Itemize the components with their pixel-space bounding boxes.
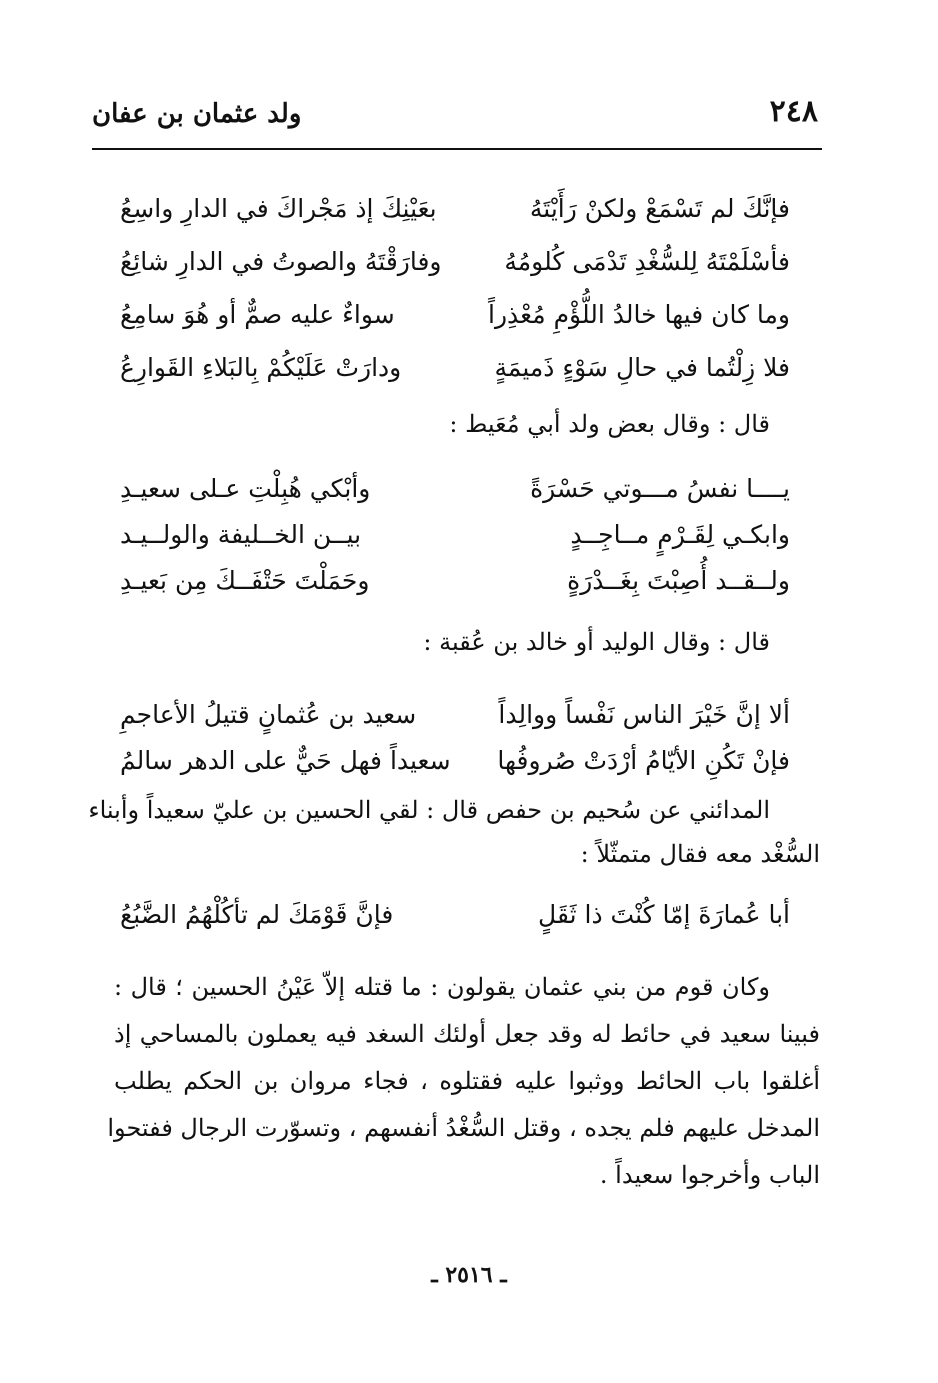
paragraph-line: فبينا سعيد في حائط له وقد جعل أولئك السغد فيه يعملون بالمساحي إذ [114,1020,820,1048]
paragraph-line: المدخل عليهم فلم يجده ، وقتل السُّغْدُ أنفسهم ، وتسوّرت الرجال ففتحوا [107,1114,820,1142]
verse-second-hemistich: وفارَقْتَهُ والصوتُ في الدارِ شائِعُ [120,247,442,276]
verse [120,184,790,237]
verse-first-hemistich: فلا زِلْتُما في حالِ سَوْءٍ ذَميمَةٍ [494,353,790,382]
verse [120,890,790,943]
page-header [92,92,818,138]
verse-second-hemistich: سعيداً فهل حَيٌّ على الدهر سالمُ [120,746,451,775]
verse [120,736,790,782]
verse-second-hemistich: ودارَتْ عَلَيْكُمْ بِالبَلاءِ القَوارِعُ [120,353,402,382]
verse-second-hemistich: بيــن الخــليفة والولــيـد [120,520,362,549]
poem-block-2 [120,464,790,602]
verse-second-hemistich: سعيد بن عُثمانٍ قتيلُ الأعاجمِ [120,700,417,729]
verse-second-hemistich: سواءٌ عليه صمٌّ أو هُوَ سامِعُ [120,300,395,329]
verse [120,343,790,396]
verse [120,290,790,343]
verse [120,510,790,556]
poem-introduction: قال : وقال الوليد أو خالد بن عُقبة : [423,628,770,656]
verse [120,556,790,602]
verse-first-hemistich: فأسْلَمْتَهُ لِلسُّغْدِ تَدْمَى كُلومُهُ [504,247,790,276]
verse-second-hemistich: فإنَّ قَوْمَكَ لم تأكُلْهُمُ الضَّبُعُ [120,900,394,929]
header-rule [92,148,822,150]
verse-first-hemistich: وما كان فيها خالدُ اللُّؤْمِ مُعْذِراً [488,300,790,329]
verse-second-hemistich: بعَيْنِكَ إذ مَجْراكَ في الدارِ واسِعُ [120,194,437,223]
poem-block-4 [120,890,790,943]
prose-line: السُّغْد معه فقال متمثّلاً : [580,840,820,868]
verse-first-hemistich: يــــا نفسُ مـــوتي حَسْرَةً [530,474,790,503]
poem-block-3 [120,690,790,782]
page-footer-folio: ـ ٢٥١٦ ـ [431,1262,507,1288]
page-number: ٢٤٨ [769,94,818,129]
poem-block-1 [120,184,790,396]
verse [120,464,790,510]
verse-first-hemistich: فإنَّكَ لم تَسْمَعْ ولكنْ رَأَيْتَهُ [529,194,790,223]
running-title: ولد عثمان بن عفان [92,99,302,129]
verse-first-hemistich: وابكـي لِقَـرْمٍ مــاجِــدٍ [570,520,790,549]
verse-first-hemistich: ألا إنَّ خَيْرَ الناس نَفْساً ووالِداً [498,700,790,729]
verse-first-hemistich: أبا عُمارَةَ إمّا كُنْتَ ذا ثَقَلٍ [538,900,790,929]
paragraph-line: الباب وأخرجوا سعيداً . [599,1161,820,1189]
paragraph-line: وكان قوم من بني عثمان يقولون : ما قتله إلاّ عَيْنُ الحسين ؛ قال : [114,973,770,1001]
verse-first-hemistich: فإنْ تَكُنِ الأيّامُ أرْدَتْ صُروفُها [497,746,790,775]
poem-introduction: قال : وقال بعض ولد أبي مُعَيط : [449,410,770,438]
paragraph-line: أغلقوا باب الحائط ووثبوا عليه فقتلوه ، فجاء مروان بن الحكم يطلب [114,1067,820,1095]
verse [120,690,790,736]
prose-paragraph [107,964,820,1199]
verse-second-hemistich: وحَمَلْتَ حَتْفَــكَ مِن بَعيـدِ [120,566,370,595]
verse-second-hemistich: وأبْكي هُبِلْتِ عـلى سعيـدِ [120,474,371,503]
prose-line: المدائني عن سُحيم بن حفص قال : لقي الحسين بن عليّ سعيداً وأبناء [88,796,770,824]
verse [120,237,790,290]
verse-first-hemistich: ولــقــد أُصِبْتَ بِغَــدْرَةٍ [567,566,790,595]
